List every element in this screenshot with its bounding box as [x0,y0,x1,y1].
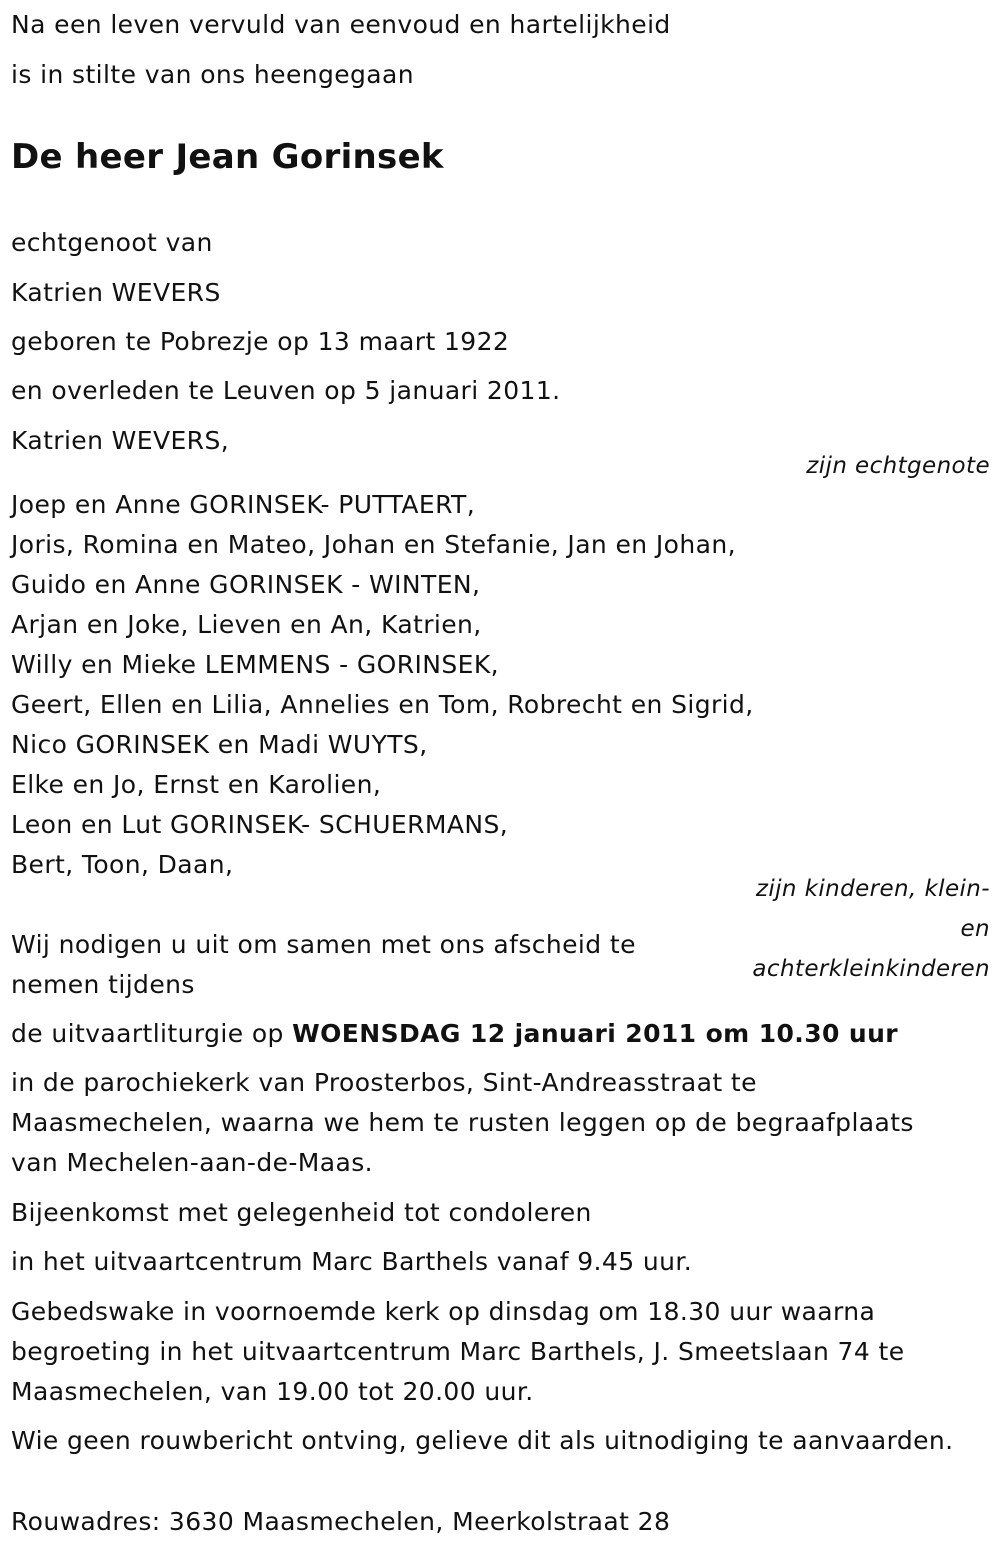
invite-line-2: nemen tijdens [11,970,195,999]
no-notice-line: Wie geen rouwbericht ontving, gelieve dit als uitnodiging te aanvaarden. [11,1426,954,1455]
spouse-name: Katrien WEVERS [11,278,221,307]
intro-line-2: is in stilte van ons heengegaan [11,60,414,89]
spouse-role: zijn echtgenote [806,453,990,479]
location-line-3: van Mechelen-aan-de-Maas. [11,1148,373,1177]
spouse-intro: echtgenoot van [11,228,213,257]
intro-line-1: Na een leven vervuld van eenvoud en hartelijkheid [11,10,671,39]
family-member: Guido en Anne GORINSEK - WINTEN, [11,570,481,599]
liturgy-prefix: de uitvaartliturgie op [11,1019,293,1048]
family-member: Nico GORINSEK en Madi WUYTS, [11,730,428,759]
birth-details: geboren te Pobrezje op 13 maart 1922 [11,327,510,356]
family-member: Leon en Lut GORINSEK- SCHUERMANS, [11,810,509,839]
family-member: Geert, Ellen en Lilia, Annelies en Tom, Robrecht en Sigrid, [11,690,754,719]
family-member: Elke en Jo, Ernst en Karolien, [11,770,382,799]
children-role-line-3: achterkleinkinderen [752,956,990,982]
invite-line-1: Wij nodigen u uit om samen met ons afscheid te [11,930,636,959]
wake-line-2: begroeting in het uitvaartcentrum Marc Barthels, J. Smeetslaan 74 te [11,1337,905,1366]
children-role-line-1: zijn kinderen, klein- [755,876,990,902]
deceased-name: De heer Jean Gorinsek [11,137,444,177]
family-member: Bert, Toon, Daan, [11,850,234,879]
wake-line-3: Maasmechelen, van 19.00 tot 20.00 uur. [11,1377,534,1406]
family-member: Joep en Anne GORINSEK- PUTTAERT, [11,490,476,519]
liturgy-line [11,1019,898,1049]
location-line-2: Maasmechelen, waarna we hem te rusten leggen op de begraafplaats [11,1108,914,1137]
liturgy-date: WOENSDAG 12 januari 2011 om 10.30 uur [292,1019,899,1048]
death-details: en overleden te Leuven op 5 januari 2011. [11,376,561,405]
mourning-address: Rouwadres: 3630 Maasmechelen, Meerkolstraat 28 [11,1507,671,1536]
gathering-place-line: in het uitvaartcentrum Marc Barthels vanaf 9.45 uur. [11,1247,693,1276]
gathering-line: Bijeenkomst met gelegenheid tot condoleren [11,1198,592,1227]
family-member: Willy en Mieke LEMMENS - GORINSEK, [11,650,499,679]
wake-line-1: Gebedswake in voornoemde kerk op dinsdag om 18.30 uur waarna [11,1297,876,1326]
family-member: Joris, Romina en Mateo, Johan en Stefanie, Jan en Johan, [11,530,736,559]
family-member: Arjan en Joke, Lieven en An, Katrien, [11,610,482,639]
children-role-line-2: en [960,916,990,942]
family-spouse: Katrien WEVERS, [11,426,230,455]
location-line-1: in de parochiekerk van Proosterbos, Sint-Andreasstraat te [11,1068,757,1097]
